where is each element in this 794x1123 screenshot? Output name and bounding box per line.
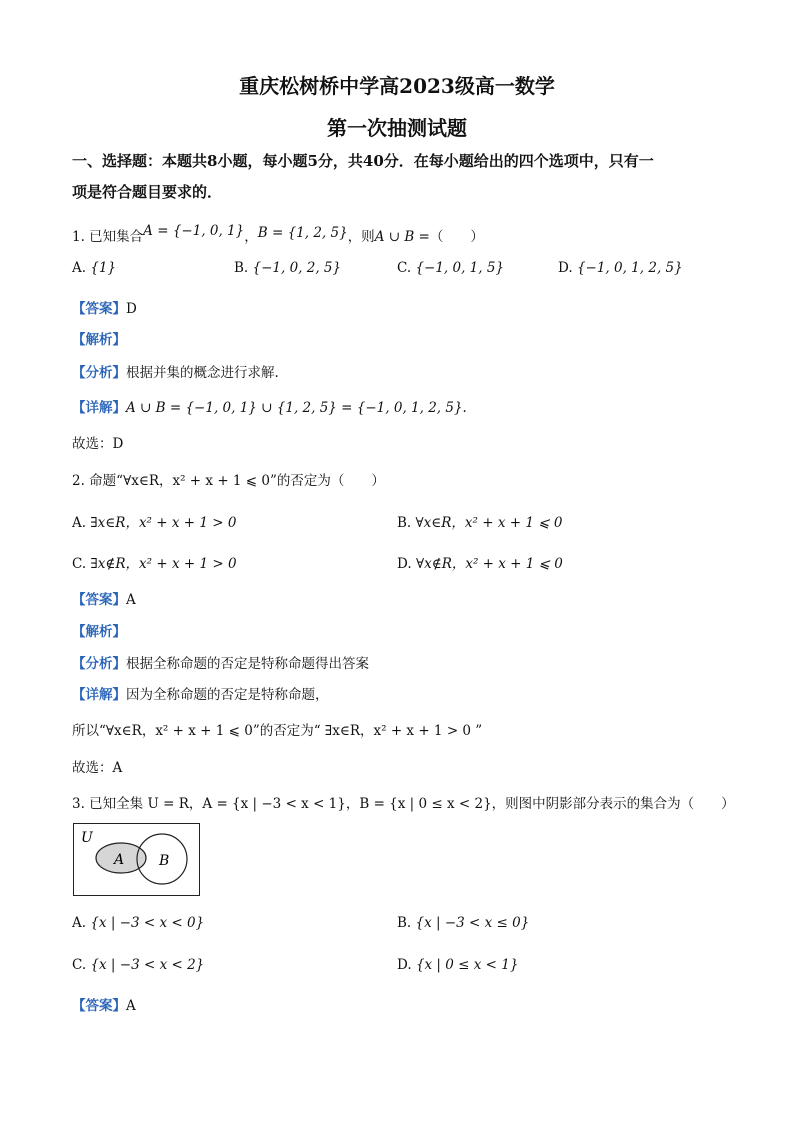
fenxi-1: 【分析】根据并集的概念进行求解. bbox=[72, 365, 279, 381]
option-2c: C. ∃x∉R，x² + x + 1 > 0 bbox=[72, 556, 237, 572]
option-3d: D. {x | 0 ≤ x < 1} bbox=[397, 957, 519, 973]
choose-1: 故选：D bbox=[72, 436, 124, 452]
option-1b: B. {−1, 0, 2, 5} bbox=[234, 260, 342, 276]
section-heading-line1: 一、选择题：本题共8小题，每小题5分，共40分．在每小题给出的四个选项中，只有一 bbox=[72, 152, 654, 170]
option-1d: D. {−1, 0, 1, 2, 5} bbox=[558, 260, 683, 276]
option-2b: B. ∀x∈R，x² + x + 1 ⩽ 0 bbox=[397, 515, 563, 531]
venn-diagram bbox=[73, 823, 200, 896]
venn-svg bbox=[74, 824, 198, 894]
option-2a: A. ∃x∈R，x² + x + 1 > 0 bbox=[72, 515, 237, 531]
answer-2: 【答案】A bbox=[72, 592, 136, 608]
analysis-label-2: 【解析】 bbox=[72, 624, 126, 640]
detail-2: 【详解】因为全称命题的否定是特称命题， bbox=[72, 687, 329, 703]
answer-3: 【答案】A bbox=[72, 998, 136, 1014]
analysis-label-1: 【解析】 bbox=[72, 332, 126, 348]
page-subtitle: 第一次抽测试题 bbox=[327, 116, 467, 140]
set-b: B = {1, 2, 5} bbox=[257, 225, 348, 241]
fenxi-2: 【分析】根据全称命题的否定是特称命题得出答案 bbox=[72, 656, 369, 672]
option-2d: D. ∀x∉R，x² + x + 1 ⩽ 0 bbox=[397, 556, 563, 572]
option-1c: C. {−1, 0, 1, 5} bbox=[397, 260, 505, 276]
answer-1: 【答案】D bbox=[72, 301, 137, 317]
venn-label-b: B bbox=[159, 853, 170, 869]
detail-1: 【详解】A ∪ B = {−1, 0, 1} ∪ {1, 2, 5} = {−1, 0, 1, 2, 5}. bbox=[72, 400, 467, 416]
venn-label-u: U bbox=[81, 830, 93, 846]
question-3-stem: 3. 已知全集 U = R，A = {x | −3 < x < 1}，B = {x | 0 ≤ x < 2}，则图中阴影部分表示的集合为（ ） bbox=[72, 796, 735, 812]
page-title: 重庆松树桥中学高2023级高一数学 bbox=[239, 74, 555, 98]
choose-2: 故选：A bbox=[72, 760, 123, 776]
option-3b: B. {x | −3 < x ≤ 0} bbox=[397, 915, 530, 931]
question-2-stem: 2. 命题“∀x∈R，x² + x + 1 ⩽ 0”的否定为（ ） bbox=[72, 473, 385, 489]
section-heading-line2: 项是符合题目要求的． bbox=[72, 183, 223, 201]
option-3c: C. {x | −3 < x < 2} bbox=[72, 957, 205, 973]
venn-label-a: A bbox=[114, 852, 125, 868]
detail-2-line2: 所以“∀x∈R，x² + x + 1 ⩽ 0”的否定为“ ∃x∈R，x² + x + 1 > 0 ” bbox=[72, 723, 483, 739]
question-1-stem: 1. 已知集合A = {−1, 0, 1}，B = {1, 2, 5}，则A ∪ B =（ ） bbox=[72, 223, 484, 245]
set-a: A = {−1, 0, 1} bbox=[143, 223, 245, 239]
option-3a: A. {x | −3 < x < 0} bbox=[72, 915, 205, 931]
option-1a: A. {1} bbox=[72, 260, 117, 276]
